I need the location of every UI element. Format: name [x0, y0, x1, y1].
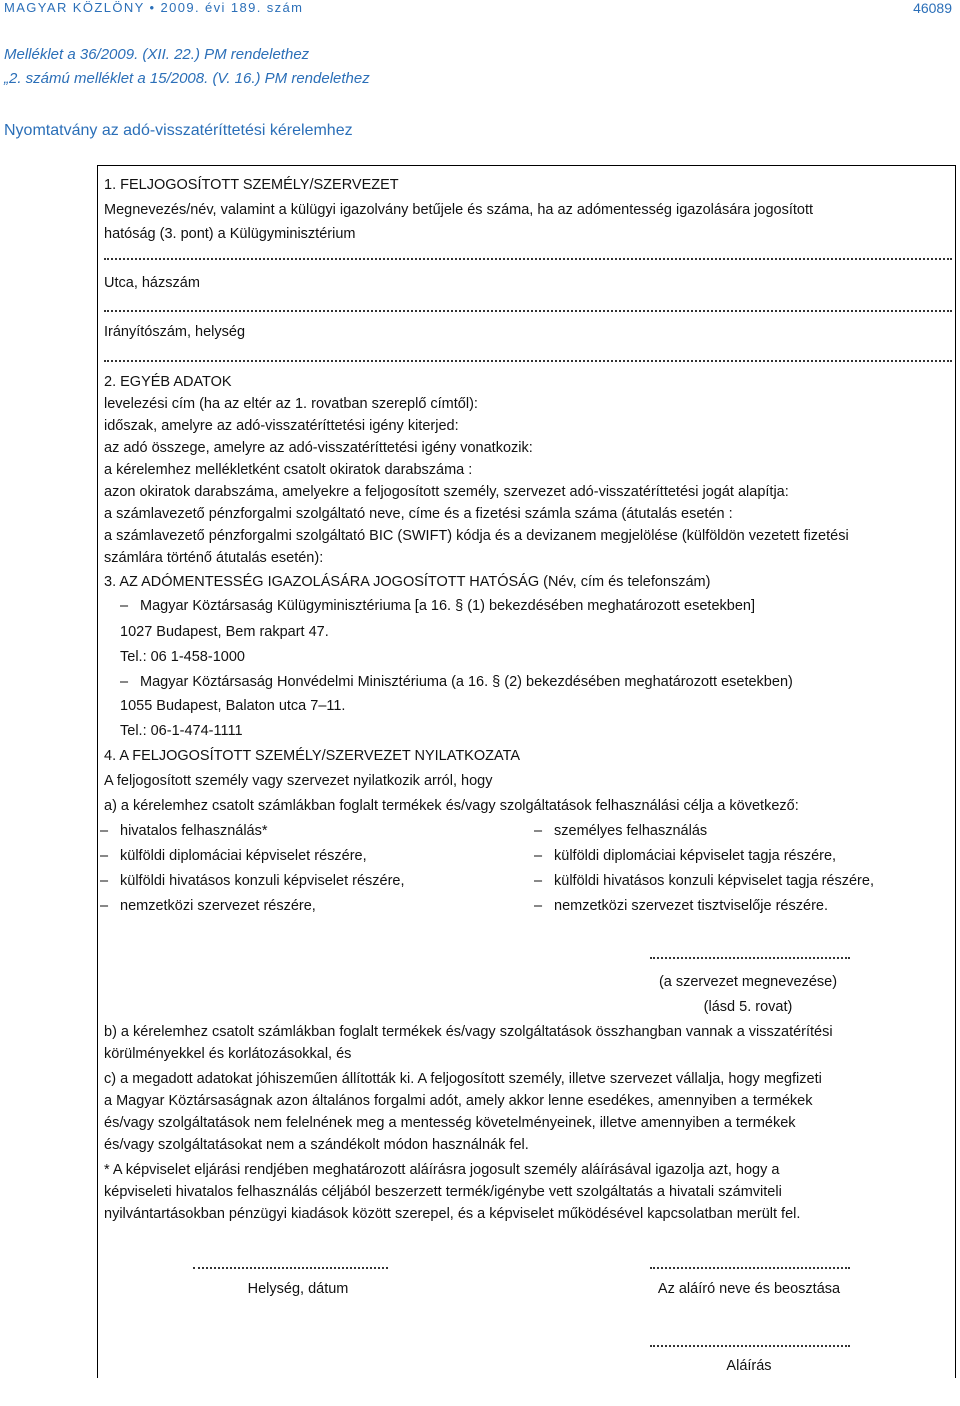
section2-line: időszak, amelyre az adó-visszatéríttetési igény kiterjed: [104, 418, 459, 434]
section1-heading: 1. FELJOGOSÍTOTT SZEMÉLY/SZERVEZET [104, 177, 399, 193]
authority-mod: – Magyar Köztársaság Honvédelmi Minisztériuma (a 16. § (2) bekezdésében meghatározott esetekben) [140, 674, 793, 690]
section4-heading: 4. A FELJOGOSÍTOTT SZEMÉLY/SZERVEZET NYILATKOZATA [104, 748, 521, 764]
name-field-line[interactable] [104, 258, 952, 260]
section4-a: a) a kérelemhez csatolt számlákban foglalt termékek és/vagy szolgáltatások felhasználási célja a következő: [104, 798, 799, 814]
place-date-field-line[interactable] [193, 1267, 388, 1269]
section4-b: b) a kérelemhez csatolt számlákban foglalt termékek és/vagy szolgáltatások összhangban vannak a visszatérítési [104, 1024, 833, 1040]
purpose-right: – külföldi diplomáciai képviselet tagja részére, [554, 848, 836, 864]
section4-c: és/vagy szolgáltatások nem felelnének meg a mentesség követelményeinek, illetve amennyiben a termékek [104, 1115, 796, 1131]
signature-label: Aláírás [726, 1358, 772, 1374]
section2-line: a számlavezető pénzforgalmi szolgáltató neve, címe és a fizetési számla száma (átutalás esetén : [104, 506, 733, 522]
purpose-right: – személyes felhasználás [554, 823, 707, 839]
page-number: 46089 [913, 0, 952, 16]
annex-line-2: „2. számú melléklet a 15/2008. (V. 16.) PM rendelethez [4, 70, 370, 87]
signer-label: Az aláíró neve és beosztása [657, 1281, 841, 1297]
zip-field-line[interactable] [104, 360, 952, 362]
street-label: Utca, házszám [104, 275, 200, 291]
section4-b: körülményekkel és korlátozásokkal, és [104, 1046, 352, 1062]
purpose-left: – külföldi hivatásos konzuli képviselet részére, [120, 873, 405, 889]
purpose-right: – nemzetközi szervezet tisztviselője részére. [554, 898, 828, 914]
authority-mfa: – Magyar Köztársaság Külügyminisztériuma [a 16. § (1) bekezdésében meghatározott esetekben] [140, 598, 755, 614]
section2-line: a számlavezető pénzforgalmi szolgáltató BIC (SWIFT) kódja és a devizanem megjelölése (külföldön vezetett fizetési [104, 528, 849, 544]
section2-line: a kérelemhez mellékletként csatolt okiratok darabszáma : [104, 462, 473, 478]
see-row5-label: (lásd 5. rovat) [703, 999, 793, 1015]
running-header: MAGYAR KÖZLÖNY • 2009. évi 189. szám [4, 0, 304, 15]
signature-field-line[interactable] [650, 1345, 850, 1347]
section3-heading: 3. AZ ADÓMENTESSÉG IGAZOLÁSÁRA JOGOSÍTOTT HATÓSÁG (Név, cím és telefonszám) [104, 574, 711, 590]
mfa-phone: Tel.: 06 1-458-1000 [120, 649, 245, 665]
section4-c: c) a megadott adatokat jóhiszeműen állították ki. A feljogosított személy, illetve szervezet vállalja, hogy megfizeti [104, 1071, 822, 1087]
footnote: nyilvántartásokban pénzügyi kiadások között szerepel, és a képviselet működésével kapcsolatban merült fel. [104, 1206, 801, 1222]
mfa-address: 1027 Budapest, Bem rakpart 47. [120, 624, 329, 640]
annex-line-1: Melléklet a 36/2009. (XII. 22.) PM rendelethez [4, 46, 310, 63]
section2-heading: 2. EGYÉB ADATOK [104, 374, 232, 390]
section2-line: az adó összege, amelyre az adó-visszatéríttetési igény vonatkozik: [104, 440, 533, 456]
mod-address: 1055 Budapest, Balaton utca 7–11. [120, 698, 346, 714]
section1-line2: hatóság (3. pont) a Külügyminisztérium [104, 226, 356, 242]
section2-line: azon okiratok darabszáma, amelyekre a feljogosított személy, szervezet adó-visszatéríttetési jogát alapítja: [104, 484, 789, 500]
street-field-line[interactable] [104, 310, 952, 312]
section2-line: számlára történő átutalás esetén): [104, 550, 324, 566]
mod-phone: Tel.: 06-1-474-1111 [120, 723, 243, 739]
purpose-left: – nemzetközi szervezet részére, [120, 898, 316, 914]
footnote: képviseleti hivatalos felhasználás céljából beszerzett termék/igénybe vett szolgáltatás a hivatali számviteli [104, 1184, 782, 1200]
signer-field-line[interactable] [650, 1267, 850, 1269]
form-title: Nyomtatvány az adó-visszatéríttetési kérelemhez [4, 122, 353, 139]
purpose-left: – hivatalos felhasználás* [120, 823, 268, 839]
purpose-right: – külföldi hivatásos konzuli képviselet tagja részére, [554, 873, 874, 889]
section4-c: és/vagy szolgáltatásokat nem a szándékolt módon használnák fel. [104, 1137, 529, 1153]
footnote: * A képviselet eljárási rendjében meghatározott aláírásra jogosult személy aláírásával igazolja azt, hogy a [104, 1162, 780, 1178]
org-name-field-line[interactable] [650, 957, 850, 959]
purpose-left: – külföldi diplomáciai képviselet részére, [120, 848, 367, 864]
section2-line: levelezési cím (ha az eltér az 1. rovatban szereplő címtől): [104, 396, 478, 412]
section4-c: a Magyar Köztársaságnak azon általános forgalmi adót, amely akkor lenne esedékes, amennyiben a termékek [104, 1093, 813, 1109]
zip-label: Irányítószám, helység [104, 324, 246, 340]
section4-intro: A feljogosított személy vagy szervezet nyilatkozik arról, hogy [104, 773, 493, 789]
place-date-label: Helység, dátum [247, 1281, 349, 1297]
section1-line1: Megnevezés/név, valamint a külügyi igazolvány betűjele és száma, ha az adómentesség igazolására jogosított [104, 202, 814, 218]
org-name-label: (a szervezet megnevezése) [658, 974, 838, 990]
